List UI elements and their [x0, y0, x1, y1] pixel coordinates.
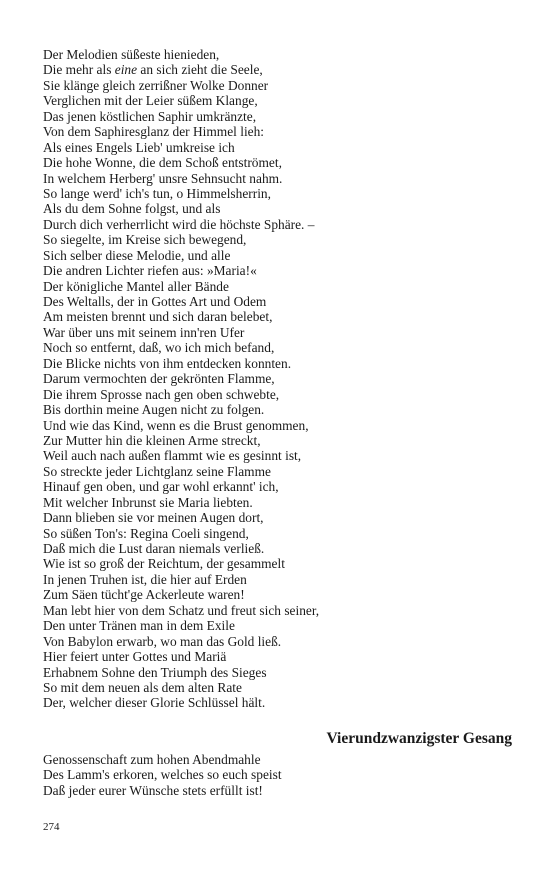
- verse-line: Weil auch nach außen flammt wie es gesinnt ist,: [43, 448, 302, 464]
- verse-line: Von Babylon erwarb, wo man das Gold ließ.: [43, 633, 282, 649]
- verse-line: Zum Säen tücht'ge Ackerleute waren!: [43, 587, 245, 603]
- verse-line: So süßen Ton's: Regina Coeli singend,: [43, 525, 249, 541]
- page-number: 274: [43, 821, 60, 833]
- verse-line: Mit welcher Inbrunst sie Maria liebten.: [43, 494, 253, 510]
- verse-line: In jenen Truhen ist, die hier auf Erden: [43, 571, 247, 587]
- verse-line: Sie klänge gleich zerrißner Wolke Donner: [43, 77, 269, 93]
- verse-segment: an sich zieht die Seele,: [137, 62, 263, 78]
- verse-line: So mit dem neuen als dem alten Rate: [43, 679, 242, 695]
- canto-verses: [43, 47, 513, 711]
- verse-line: Erhabnem Sohne den Triumph des Sieges: [43, 664, 267, 680]
- verse-line: [43, 62, 513, 77]
- canto-heading: [0, 729, 512, 749]
- verse-line: Die hohe Wonne, die dem Schoß entströmet,: [43, 155, 282, 171]
- verse-line: Des Lamm's erkoren, welches so euch speist: [43, 767, 282, 783]
- verse-line: Sich selber diese Melodie, und alle: [43, 247, 231, 263]
- verse-line: In welchem Herberg' unsre Sehnsucht nahm.: [43, 170, 283, 186]
- verse-line: So streckte jeder Lichtglanz seine Flamme: [43, 463, 271, 479]
- verse-line: So lange werd' ich's tun, o Himmelsherrin,: [43, 185, 271, 201]
- verse-segment: Die mehr als: [43, 62, 115, 78]
- verse-line: Der, welcher dieser Glorie Schlüssel hält.: [43, 695, 266, 711]
- verse-line: So siegelte, im Kreise sich bewegend,: [43, 232, 247, 248]
- verse-line: Daß mich die Lust daran niemals verließ.: [43, 541, 265, 556]
- verse-line: Genossenschaft zum hohen Abendmahle: [43, 752, 261, 767]
- verse-line: Und wie das Kind, wenn es die Brust genommen,: [43, 417, 309, 433]
- verse-line: Am meisten brennt und sich daran belebet,: [43, 309, 273, 325]
- verse-line: Den unter Tränen man in dem Exile: [43, 618, 235, 634]
- verse-line: Dann blieben sie vor meinen Augen dort,: [43, 510, 264, 526]
- canto-title: Vierundzwanzigster Gesang: [326, 730, 512, 747]
- verse-line: Hinauf gen oben, und gar wohl erkannt' ich,: [43, 479, 279, 495]
- verse-line: Die andren Lichter riefen aus: »Maria!«: [43, 263, 257, 279]
- emphasized-word: eine: [114, 62, 138, 78]
- verse-line: Das jenen köstlichen Saphir umkränzte,: [43, 108, 257, 124]
- verse-line: Bis dorthin meine Augen nicht zu folgen.: [43, 402, 265, 418]
- verse-line: Daß jeder eurer Wünsche stets erfüllt ist!: [43, 782, 263, 798]
- verse-line: Von dem Saphiresglanz der Himmel lieh:: [43, 124, 265, 140]
- verse-line: Durch dich verherrlicht wird die höchste Sphäre. –: [43, 216, 315, 232]
- verse-line: Noch so entfernt, daß, wo ich mich befand,: [43, 340, 275, 356]
- verse-line: Die Blicke nichts von ihm entdecken konnten.: [43, 355, 292, 371]
- verse-line: Des Weltalls, der in Gottes Art und Odem: [43, 294, 267, 309]
- verse-line: Hier feiert unter Gottes und Mariä: [43, 649, 227, 665]
- verse-line: Die ihrem Sprosse nach gen oben schwebte,: [43, 386, 280, 402]
- verse-line: Zur Mutter hin die kleinen Arme streckt,: [43, 432, 261, 448]
- verse-line: Der königliche Mantel aller Bände: [43, 278, 229, 294]
- verse-line: Wie ist so groß der Reichtum, der gesammelt: [43, 556, 285, 572]
- verse-line: Darum vermochten der gekrönten Flamme,: [43, 371, 275, 387]
- verse-line: Man lebt hier von dem Schatz und freut sich seiner,: [43, 602, 320, 618]
- verse-line: Als du dem Sohne folgst, und als: [43, 201, 221, 217]
- next-canto-verses: [43, 752, 513, 798]
- verse-line: War über uns mit seinem inn'ren Ufer: [43, 324, 245, 340]
- verse-line: Der Melodien süßeste hienieden,: [43, 47, 220, 62]
- verse-line: Als eines Engels Lieb' umkreise ich: [43, 139, 235, 155]
- verse-line: Verglichen mit der Leier süßem Klange,: [43, 93, 258, 109]
